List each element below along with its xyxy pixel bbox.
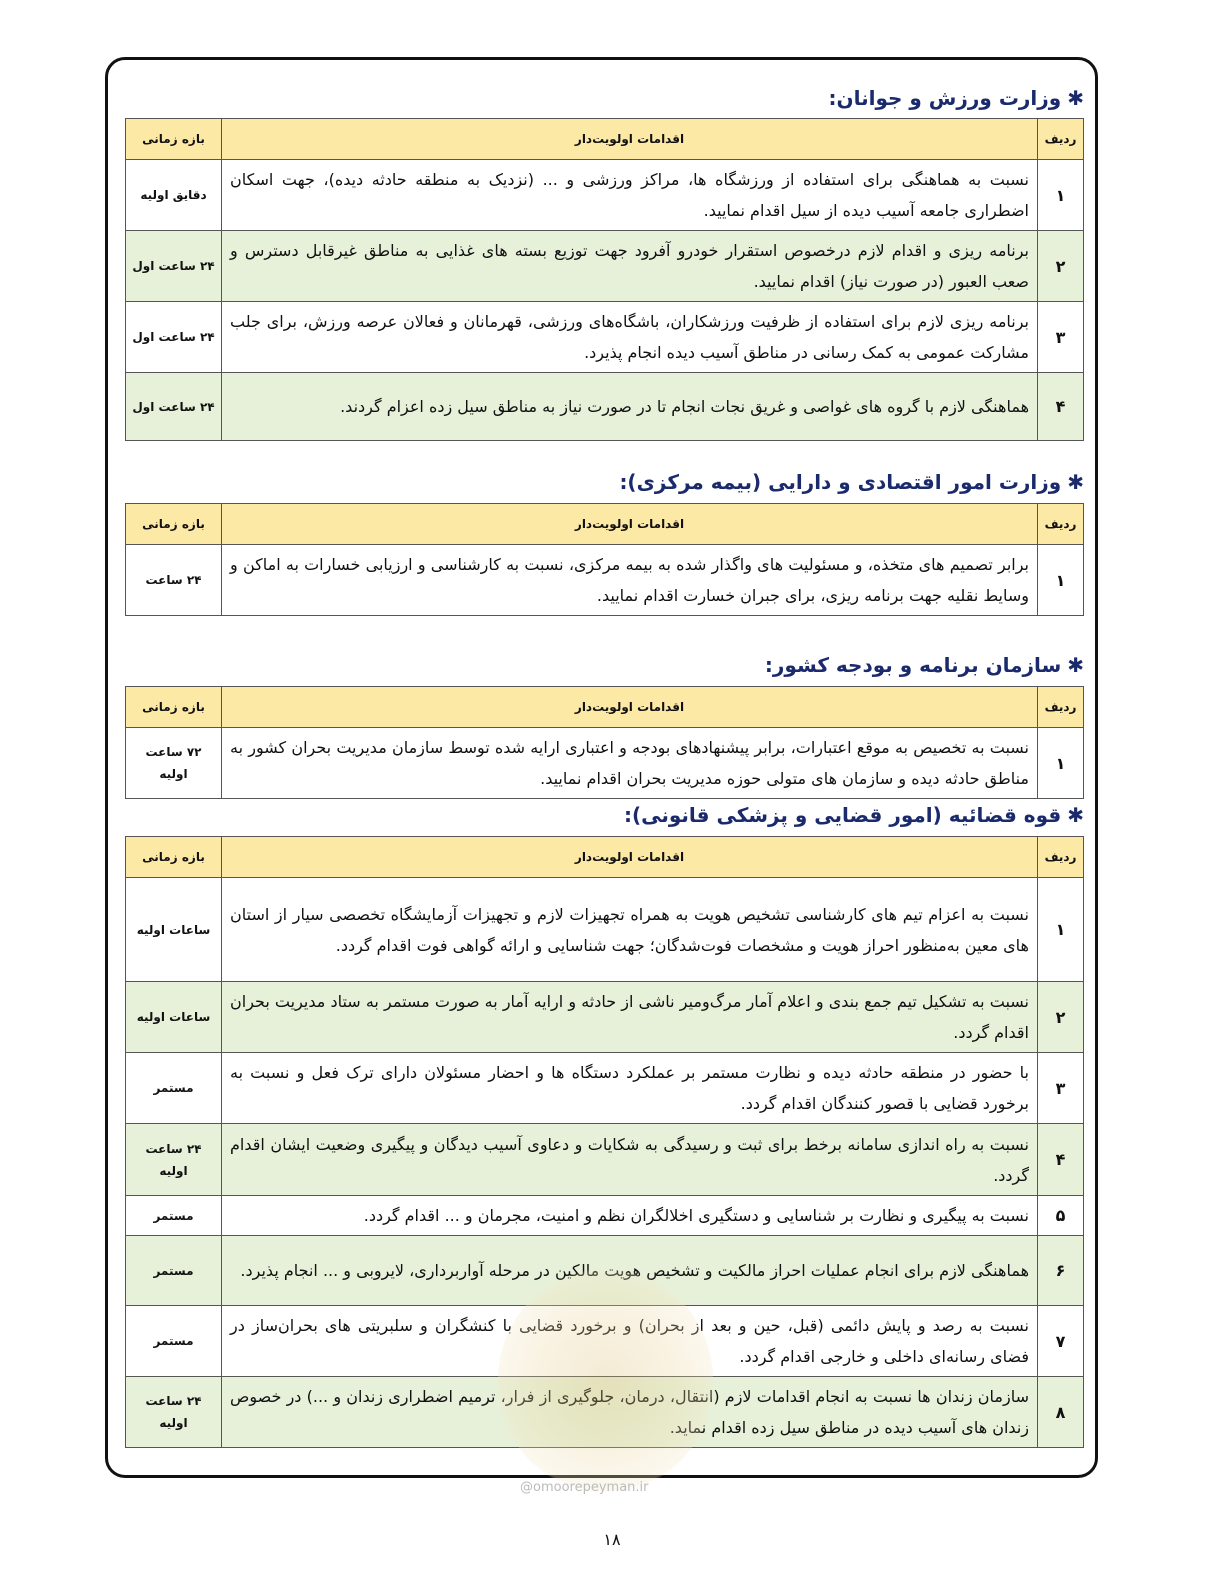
header-actions: اقدامات اولویت‌دار [222, 119, 1038, 160]
table-row [126, 728, 1084, 799]
table-row [126, 1196, 1084, 1236]
time-frame: مستمر [126, 1196, 222, 1236]
section-title-economy: ✱وزارت امور اقتصادی و دارایی (بیمه مرکزی): [619, 470, 1084, 494]
table-row [126, 1124, 1084, 1196]
row-number: ۳ [1038, 1053, 1084, 1124]
row-number: ۱ [1038, 728, 1084, 799]
row-number: ۵ [1038, 1196, 1084, 1236]
action-text: نسبت به تخصیص به موقع اعتبارات، برابر پیشنهادهای بودجه و اعتباری ارایه شده توسط سازمان مدیریت بحران کشور به مناطق حادثه دیده و سازمان های متولی حوزه مدیریت بحران اقدام نمایید. [222, 728, 1038, 799]
row-number: ۱ [1038, 878, 1084, 982]
table-economy: ردیف اقدامات اولویت‌دار بازه زمانی ۱ برابر تصمیم های متخذه، و مسئولیت های واگذار شده به بیمه مرکزی، نسبت به کارشناسی و ارزیابی خسارات به اماکن و وسایط نقلیه جهت برنامه ریزی، برای جبران خسارت اقدام نمایید. ۲۴ ساعت [125, 503, 1084, 616]
action-text: برنامه ریزی لازم برای استفاده از ظرفیت ورزشکاران، باشگاه‌های ورزشی، قهرمانان و فعالان عرصه ورزش، برای جلب مشارکت عمومی به کمک رسانی در مناطق آسیب دیده انجام پذیرد. [222, 302, 1038, 373]
row-number: ۴ [1038, 373, 1084, 441]
row-number: ۱ [1038, 545, 1084, 616]
time-frame: ۲۴ ساعت اول [126, 302, 222, 373]
time-frame: ساعات اولیه [126, 982, 222, 1053]
action-text: هماهنگی لازم برای انجام عملیات احراز مالکیت و تشخیص هویت مالکین در مرحله آواربرداری، لایروبی و ... انجام پذیرد. [222, 1236, 1038, 1306]
row-number: ۱ [1038, 160, 1084, 231]
action-text: برابر تصمیم های متخذه، و مسئولیت های واگذار شده به بیمه مرکزی، نسبت به کارشناسی و ارزیابی خسارات به اماکن و وسایط نقلیه جهت برنامه ریزی، برای جبران خسارت اقدام نمایید. [222, 545, 1038, 616]
table-judiciary: ردیف اقدامات اولویت‌دار بازه زمانی ۱ نسبت به اعزام تیم های کارشناسی تشخیص هویت به همراه تجهیزات لازم و تجهیزات آزمایشگاه تخصصی سیار از استان های معین به‌منظور احراز هویت و مشخصات فوت‌شدگان؛ جهت شناسایی و ارائه گواهی فوت اقدام گردد. ساعات اولیه ۲ نسبت به تشکیل تیم جمع بندی و اعلام آمار مرگ‌ومیر ناشی از حادثه و ارایه آمار به صورت مستمر به ستاد مدیریت بحران اقدام گردد. ساعات اولیه ۳ با حضور در منطقه حادثه دیده و نظارت مستمر بر عملکرد دستگاه ها و احضار مسئولان دارای ترک فعل و نسبت به برخورد قضایی با قصور کنندگان اقدام گردد. مستمر ۴ نسبت به راه اندازی سامانه برخط برای ثبت و رسیدگی به شکایات و دعاوی آسیب دیدگان و پیگیری وضعیت ایشان اقدام گردد. ۲۴ ساعت اولیه ۵ نسبت به پیگیری و نظارت بر شناسایی و دستگیری اخلالگران نظم و امنیت، مجرمان و ... اقدام گردد. مستمر ۶ هماهنگی لازم برای انجام عملیات احراز مالکیت و تشخیص هویت مالکین در مرحله آواربرداری، لایروبی و ... انجام پذیرد. مستمر ۷ نسبت به رصد و پایش دائمی (قبل، حین و بعد از بحران) و برخورد قضایی با کنشگران و سلبریتی های بحران‌ساز در فضای رسانه‌ای داخلی و خارجی اقدام گردد. مستمر ۸ سازمان زندان ها نسبت به انجام اقدامات لازم (انتقال، درمان، جلوگیری از فرار، ترمیم اضطراری زندان و ...) در خصوص زندان های آسیب دیده در مناطق سیل زده اقدام نماید. ۲۴ ساعت اولیه [125, 836, 1084, 1448]
table-row [126, 982, 1084, 1053]
time-frame: مستمر [126, 1236, 222, 1306]
page-number: ۱۸ [603, 1530, 621, 1549]
header-row: ردیف [1038, 119, 1084, 160]
action-text: نسبت به تشکیل تیم جمع بندی و اعلام آمار مرگ‌ومیر ناشی از حادثه و ارایه آمار به صورت مستمر به ستاد مدیریت بحران اقدام گردد. [222, 982, 1038, 1053]
row-number: ۳ [1038, 302, 1084, 373]
row-number: ۶ [1038, 1236, 1084, 1306]
time-frame: ۲۴ ساعت اول [126, 373, 222, 441]
action-text: هماهنگی لازم با گروه های غواصی و غریق نجات انجام تا در صورت نیاز به مناطق سیل زده اعزام گردند. [222, 373, 1038, 441]
table-budget: ردیف اقدامات اولویت‌دار بازه زمانی ۱ نسبت به تخصیص به موقع اعتبارات، برابر پیشنهادهای بودجه و اعتباری ارایه شده توسط سازمان مدیریت بحران کشور به مناطق حادثه دیده و سازمان های متولی حوزه مدیریت بحران اقدام نمایید. ۷۲ ساعت اولیه [125, 686, 1084, 799]
table-row [126, 878, 1084, 982]
action-text: نسبت به رصد و پایش دائمی (قبل، حین و بعد از بحران) و برخورد قضایی با کنشگران و سلبریتی های بحران‌ساز در فضای رسانه‌ای داخلی و خارجی اقدام گردد. [222, 1306, 1038, 1377]
table-row [126, 1053, 1084, 1124]
row-number: ۴ [1038, 1124, 1084, 1196]
section-title-budget: ✱سازمان برنامه و بودجه کشور: [764, 653, 1084, 677]
row-number: ۸ [1038, 1377, 1084, 1448]
action-text: با حضور در منطقه حادثه دیده و نظارت مستمر بر عملکرد دستگاه ها و احضار مسئولان دارای ترک فعل و نسبت به برخورد قضایی با قصور کنندگان اقدام گردد. [222, 1053, 1038, 1124]
action-text: نسبت به اعزام تیم های کارشناسی تشخیص هویت به همراه تجهیزات لازم و تجهیزات آزمایشگاه تخصصی سیار از استان های معین به‌منظور احراز هویت و مشخصات فوت‌شدگان؛ جهت شناسایی و ارائه گواهی فوت اقدام گردد. [222, 878, 1038, 982]
action-text: نسبت به پیگیری و نظارت بر شناسایی و دستگیری اخلالگران نظم و امنیت، مجرمان و ... اقدام گردد. [222, 1196, 1038, 1236]
time-frame: ساعات اولیه [126, 878, 222, 982]
table-row [126, 545, 1084, 616]
watermark-text: @omoorepeyman.ir [520, 1480, 649, 1495]
action-text: سازمان زندان ها نسبت به انجام اقدامات لازم (انتقال، درمان، جلوگیری از فرار، ترمیم اضطراری زندان و ...) در خصوص زندان های آسیب دیده در مناطق سیل زده اقدام نماید. [222, 1377, 1038, 1448]
time-frame: دقایق اولیه [126, 160, 222, 231]
watermark-logo [498, 1268, 713, 1493]
time-frame: ۲۴ ساعت [126, 545, 222, 616]
time-frame: مستمر [126, 1053, 222, 1124]
action-text: نسبت به راه اندازی سامانه برخط برای ثبت و رسیدگی به شکایات و دعاوی آسیب دیدگان و پیگیری وضعیت ایشان اقدام گردد. [222, 1124, 1038, 1196]
table-row [126, 231, 1084, 302]
row-number: ۲ [1038, 231, 1084, 302]
action-text: نسبت به هماهنگی برای استفاده از ورزشگاه ها، مراکز ورزشی و ... (نزدیک به منطقه حادثه دیده)، جهت اسکان اضطراری جامعه آسیب دیده از سیل اقدام نمایید. [222, 160, 1038, 231]
table-row [126, 302, 1084, 373]
time-frame: ۷۲ ساعت اولیه [126, 728, 222, 799]
time-frame: ۲۴ ساعت اول [126, 231, 222, 302]
row-number: ۲ [1038, 982, 1084, 1053]
time-frame: مستمر [126, 1306, 222, 1377]
action-text: برنامه ریزی و اقدام لازم درخصوص استقرار خودرو آفرود جهت توزیع بسته های غذایی به مناطق غیرقابل دسترس و صعب العبور (در صورت نیاز) اقدام نمایید. [222, 231, 1038, 302]
section-title-judiciary: ✱قوه قضائیه (امور قضایی و پزشکی قانونی): [623, 803, 1084, 827]
table-sport [125, 118, 1084, 441]
table-row [126, 160, 1084, 231]
header-time: بازه زمانی [126, 119, 222, 160]
time-frame: ۲۴ ساعت اولیه [126, 1124, 222, 1196]
table-row [126, 373, 1084, 441]
time-frame: ۲۴ ساعت اولیه [126, 1377, 222, 1448]
row-number: ۷ [1038, 1306, 1084, 1377]
section-title-sport: ✱وزارت ورزش و جوانان: [828, 86, 1084, 110]
